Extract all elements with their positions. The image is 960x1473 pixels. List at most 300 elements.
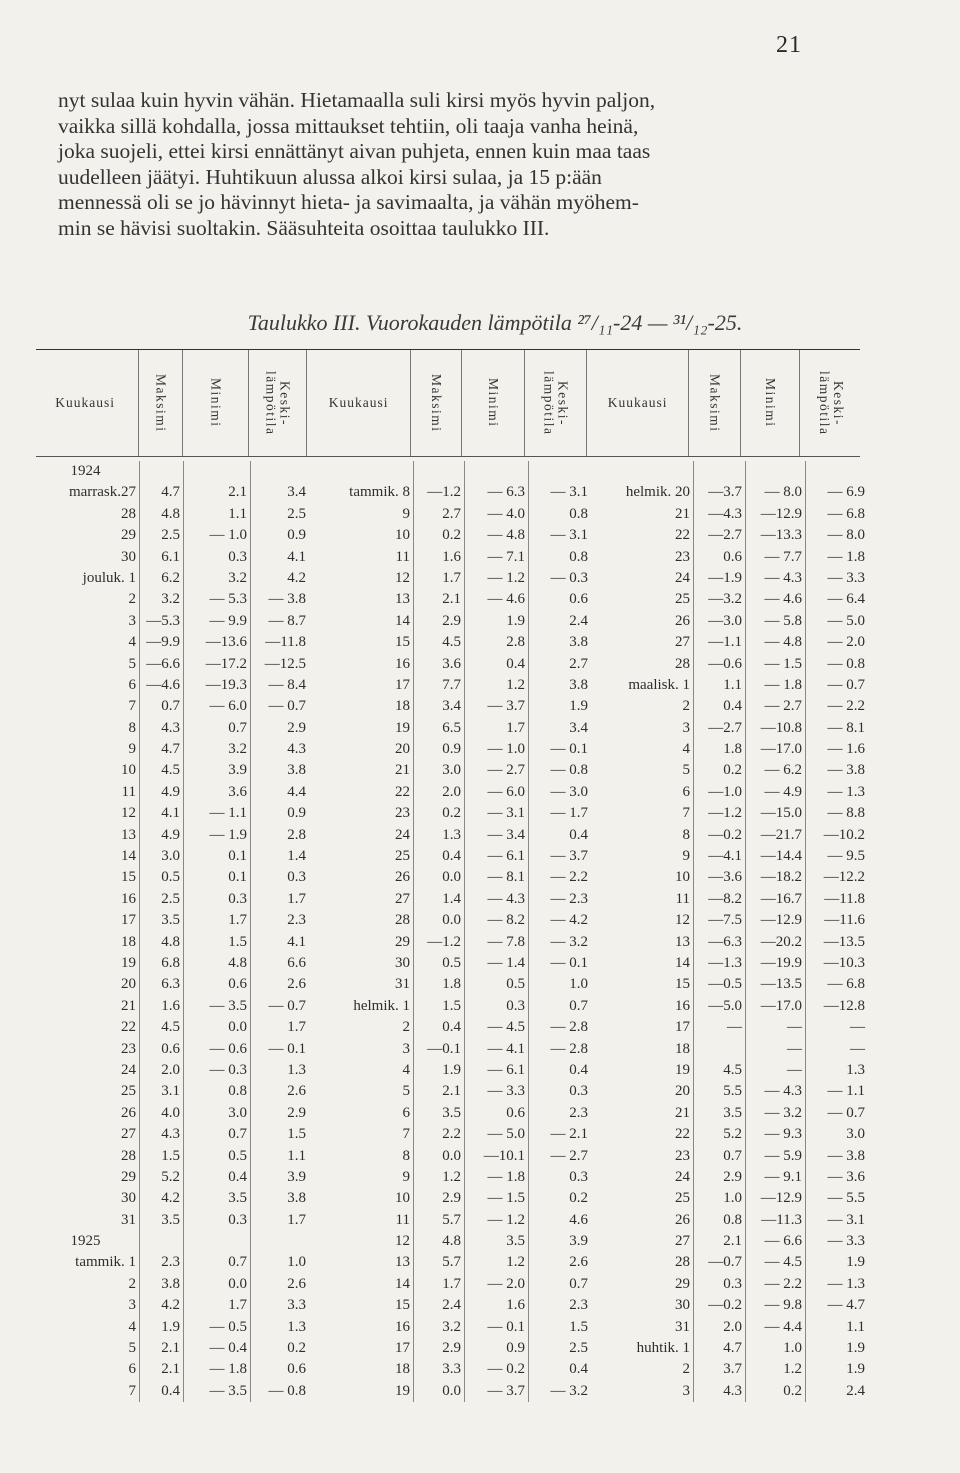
date-cell: 19 bbox=[395, 1382, 410, 1399]
min-cell: —15.0 bbox=[760, 805, 802, 822]
min-cell: — 3.7 bbox=[487, 1382, 525, 1399]
date-cell: 21 bbox=[675, 1104, 690, 1121]
min-cell: 0.3 bbox=[228, 548, 247, 565]
mean-cell: 1.7 bbox=[287, 1019, 306, 1036]
max-cell: 1.1 bbox=[723, 676, 742, 693]
max-cell bbox=[694, 1039, 745, 1060]
max-cell: —6.3 bbox=[708, 933, 742, 950]
max-cell: 2.3 bbox=[161, 1254, 180, 1271]
date-column bbox=[309, 461, 414, 1402]
max-cell: 4.5 bbox=[442, 634, 461, 651]
date-cell: 30 bbox=[675, 1297, 690, 1314]
min-cell: 3.2 bbox=[228, 741, 247, 758]
min-cell: — 0.4 bbox=[209, 1340, 247, 1357]
date-cell: 20 bbox=[675, 1083, 690, 1100]
date-cell: 17 bbox=[675, 1019, 690, 1036]
max-column bbox=[140, 461, 184, 1402]
min-cell: 0.0 bbox=[228, 1275, 247, 1292]
min-cell: — 0.1 bbox=[487, 1318, 525, 1335]
max-cell: 0.4 bbox=[723, 698, 742, 715]
header-month bbox=[587, 350, 689, 456]
min-cell: — 1.0 bbox=[487, 741, 525, 758]
date-cell: 17 bbox=[395, 1340, 410, 1357]
date-cell: 24 bbox=[675, 1168, 690, 1185]
date-cell: jouluk. 1 bbox=[82, 569, 136, 586]
min-cell: —10.8 bbox=[760, 719, 802, 736]
mean-cell: 1.0 bbox=[287, 1254, 306, 1271]
max-cell: 0.4 bbox=[442, 1019, 461, 1036]
table-group-1 bbox=[32, 461, 309, 1402]
min-cell: — 4.6 bbox=[487, 591, 525, 608]
mean-cell: 0.8 bbox=[569, 548, 588, 565]
mean-cell: — 4.2 bbox=[550, 912, 588, 929]
mean-cell: 2.5 bbox=[569, 1340, 588, 1357]
date-cell: 6 bbox=[682, 783, 690, 800]
date-cell: 5 bbox=[402, 1083, 410, 1100]
min-cell: 0.4 bbox=[506, 655, 525, 672]
min-cell: 0.3 bbox=[506, 997, 525, 1014]
mean-cell: 0.2 bbox=[569, 1190, 588, 1207]
max-cell: 6.2 bbox=[161, 569, 180, 586]
min-cell: — 6.1 bbox=[487, 848, 525, 865]
date-cell: 19 bbox=[675, 1061, 690, 1078]
max-cell: 3.4 bbox=[442, 698, 461, 715]
mean-cell: — 8.7 bbox=[268, 612, 306, 629]
mean-cell: 1.7 bbox=[287, 890, 306, 907]
max-cell: 4.7 bbox=[161, 484, 180, 501]
header-month-label: Kuukausi bbox=[607, 395, 668, 410]
min-cell: — 3.7 bbox=[487, 698, 525, 715]
max-cell: 0.7 bbox=[723, 1147, 742, 1164]
date-cell: 29 bbox=[675, 1275, 690, 1292]
min-cell: — bbox=[787, 1019, 802, 1036]
header-min-label: Minimi bbox=[763, 378, 779, 428]
date-cell: 11 bbox=[395, 548, 410, 565]
mean-cell: — 6.9 bbox=[827, 484, 865, 501]
mean-cell: 1.5 bbox=[287, 1126, 306, 1143]
min-cell: 3.9 bbox=[228, 762, 247, 779]
mean-cell: 3.4 bbox=[569, 719, 588, 736]
min-cell: — 1.0 bbox=[209, 527, 247, 544]
max-cell bbox=[140, 461, 183, 482]
min-cell: — 5.3 bbox=[209, 591, 247, 608]
min-cell: 2.1 bbox=[228, 484, 247, 501]
min-cell: — 0.6 bbox=[209, 1040, 247, 1057]
min-cell: 1.2 bbox=[506, 676, 525, 693]
date-cell: 13 bbox=[395, 591, 410, 608]
max-cell: 1.3 bbox=[442, 826, 461, 843]
mean-cell: 0.4 bbox=[569, 1061, 588, 1078]
date-cell: 30 bbox=[395, 954, 410, 971]
date-cell: 4 bbox=[128, 1318, 136, 1335]
min-cell: 0.2 bbox=[783, 1382, 802, 1399]
mean-cell: — bbox=[850, 1040, 865, 1057]
max-cell: 1.8 bbox=[442, 976, 461, 993]
date-cell: 3 bbox=[682, 719, 690, 736]
mean-cell: — 5.0 bbox=[827, 612, 865, 629]
mean-cell: — 0.3 bbox=[550, 569, 588, 586]
header-max bbox=[689, 350, 741, 456]
min-cell: — 2.0 bbox=[487, 1275, 525, 1292]
min-cell: 1.7 bbox=[506, 719, 525, 736]
max-cell bbox=[414, 461, 464, 482]
date-cell: 2 bbox=[402, 1019, 410, 1036]
mean-cell: 0.7 bbox=[569, 997, 588, 1014]
min-cell: 1.0 bbox=[783, 1340, 802, 1357]
max-cell: 1.5 bbox=[442, 997, 461, 1014]
mean-cell: — 2.2 bbox=[550, 869, 588, 886]
min-cell: — 6.1 bbox=[487, 1061, 525, 1078]
date-cell: 1925 bbox=[70, 1233, 101, 1250]
max-cell: 2.1 bbox=[442, 591, 461, 608]
mean-cell bbox=[529, 461, 591, 482]
max-cell: 2.0 bbox=[161, 1061, 180, 1078]
mean-cell: — 3.0 bbox=[550, 783, 588, 800]
min-cell: — 3.1 bbox=[487, 805, 525, 822]
min-cell: —20.2 bbox=[760, 933, 802, 950]
min-cell: — 1.9 bbox=[209, 826, 247, 843]
date-cell: 9 bbox=[128, 741, 136, 758]
date-cell: 9 bbox=[682, 848, 690, 865]
min-cell: — 2.7 bbox=[487, 762, 525, 779]
min-cell: —12.9 bbox=[760, 505, 802, 522]
date-cell bbox=[309, 461, 413, 482]
max-cell: —0.2 bbox=[708, 826, 742, 843]
max-cell: 5.5 bbox=[723, 1083, 742, 1100]
mean-cell: — 3.1 bbox=[550, 527, 588, 544]
mean-cell: 3.8 bbox=[569, 634, 588, 651]
max-cell: 5.7 bbox=[442, 1254, 461, 1271]
mean-cell: — 2.2 bbox=[827, 698, 865, 715]
min-cell: —13.3 bbox=[760, 527, 802, 544]
min-cell: —18.2 bbox=[760, 869, 802, 886]
min-cell: — 4.0 bbox=[487, 505, 525, 522]
mean-column bbox=[529, 461, 591, 1402]
mean-cell: 6.6 bbox=[287, 954, 306, 971]
date-cell: 10 bbox=[395, 527, 410, 544]
max-cell: —3.6 bbox=[708, 869, 742, 886]
mean-cell: — 2.7 bbox=[550, 1147, 588, 1164]
mean-cell: 4.1 bbox=[287, 933, 306, 950]
max-cell: 2.9 bbox=[442, 1190, 461, 1207]
max-cell bbox=[140, 1231, 183, 1252]
max-cell: —1.1 bbox=[708, 634, 742, 651]
header-mean bbox=[249, 350, 307, 456]
mean-cell: 0.6 bbox=[287, 1361, 306, 1378]
min-cell: 0.3 bbox=[228, 1211, 247, 1228]
max-cell: 1.6 bbox=[442, 548, 461, 565]
date-cell: 23 bbox=[121, 1040, 136, 1057]
header-max-label: Maksimi bbox=[429, 373, 445, 433]
date-cell: 5 bbox=[128, 1340, 136, 1357]
min-cell: 3.5 bbox=[228, 1190, 247, 1207]
max-cell: 2.5 bbox=[161, 527, 180, 544]
max-cell: 0.2 bbox=[442, 805, 461, 822]
paragraph-line: vaikka sillä kohdalla, jossa mittaukset tehtiin, oli taaja vanha heinä, bbox=[58, 113, 639, 138]
min-cell: 0.9 bbox=[506, 1340, 525, 1357]
mean-cell: 1.3 bbox=[287, 1318, 306, 1335]
date-cell: 3 bbox=[402, 1040, 410, 1057]
date-cell: 26 bbox=[675, 612, 690, 629]
mean-cell: — 0.8 bbox=[268, 1382, 306, 1399]
max-cell: 4.5 bbox=[161, 1019, 180, 1036]
date-cell: 22 bbox=[395, 783, 410, 800]
min-cell: — 8.0 bbox=[764, 484, 802, 501]
mean-cell: — 8.4 bbox=[268, 676, 306, 693]
date-cell: 27 bbox=[121, 1126, 136, 1143]
mean-cell: 1.1 bbox=[287, 1147, 306, 1164]
mean-cell: 4.1 bbox=[287, 548, 306, 565]
min-cell: — 5.9 bbox=[764, 1147, 802, 1164]
min-cell: 0.6 bbox=[506, 1104, 525, 1121]
mean-cell: 2.7 bbox=[569, 655, 588, 672]
date-cell: 16 bbox=[395, 655, 410, 672]
max-cell: 2.9 bbox=[723, 1168, 742, 1185]
date-cell: 21 bbox=[675, 505, 690, 522]
date-cell: 15 bbox=[675, 976, 690, 993]
min-cell: —17.2 bbox=[205, 655, 247, 672]
date-cell: 20 bbox=[395, 741, 410, 758]
min-cell: 3.2 bbox=[228, 569, 247, 586]
max-cell: 6.3 bbox=[161, 976, 180, 993]
max-cell: 2.0 bbox=[723, 1318, 742, 1335]
date-cell: 26 bbox=[395, 869, 410, 886]
date-cell: 28 bbox=[675, 1254, 690, 1271]
date-cell: 28 bbox=[395, 912, 410, 929]
min-cell: 0.5 bbox=[228, 1147, 247, 1164]
max-cell: 4.9 bbox=[161, 783, 180, 800]
min-cell: —21.7 bbox=[760, 826, 802, 843]
table-body bbox=[32, 461, 865, 1402]
max-cell: —2.7 bbox=[708, 719, 742, 736]
mean-cell: 0.9 bbox=[287, 805, 306, 822]
min-cell: — 1.5 bbox=[764, 655, 802, 672]
table-group-2 bbox=[309, 461, 591, 1402]
date-cell: 23 bbox=[675, 1147, 690, 1164]
page-number: 21 bbox=[776, 32, 802, 58]
mean-cell: 3.9 bbox=[569, 1233, 588, 1250]
date-cell: 2 bbox=[128, 591, 136, 608]
mean-cell: — 1.3 bbox=[827, 783, 865, 800]
max-cell: 0.8 bbox=[723, 1211, 742, 1228]
date-cell: 6 bbox=[128, 676, 136, 693]
max-cell: 1.7 bbox=[442, 569, 461, 586]
min-cell: — 4.3 bbox=[487, 890, 525, 907]
min-cell: — 6.6 bbox=[764, 1233, 802, 1250]
max-cell: 3.7 bbox=[723, 1361, 742, 1378]
date-cell: 7 bbox=[402, 1126, 410, 1143]
mean-cell: — 6.8 bbox=[827, 976, 865, 993]
mean-cell: — 3.8 bbox=[827, 762, 865, 779]
max-cell: 5.2 bbox=[723, 1126, 742, 1143]
min-cell: 0.6 bbox=[228, 976, 247, 993]
mean-cell: 2.9 bbox=[287, 1104, 306, 1121]
date-cell: 14 bbox=[395, 612, 410, 629]
max-cell: —1.2 bbox=[427, 484, 461, 501]
max-cell: —1.0 bbox=[708, 783, 742, 800]
mean-cell: 0.6 bbox=[569, 591, 588, 608]
min-cell: —17.0 bbox=[760, 997, 802, 1014]
min-cell: — 5.8 bbox=[764, 612, 802, 629]
date-cell: 12 bbox=[121, 805, 136, 822]
date-cell: 30 bbox=[121, 548, 136, 565]
min-cell: — 4.5 bbox=[764, 1254, 802, 1271]
date-cell: 25 bbox=[395, 848, 410, 865]
date-column bbox=[32, 461, 140, 1402]
max-cell: —1.3 bbox=[708, 954, 742, 971]
mean-cell: — 3.3 bbox=[827, 1233, 865, 1250]
min-cell bbox=[746, 461, 805, 482]
date-cell: 26 bbox=[675, 1211, 690, 1228]
max-cell: —0.2 bbox=[708, 1297, 742, 1314]
min-cell: — 4.5 bbox=[487, 1019, 525, 1036]
date-cell: 6 bbox=[128, 1361, 136, 1378]
date-column bbox=[591, 461, 694, 1402]
max-cell: —1.2 bbox=[427, 933, 461, 950]
min-cell: — 6.3 bbox=[487, 484, 525, 501]
min-cell: 2.8 bbox=[506, 634, 525, 651]
min-cell: — 8.2 bbox=[487, 912, 525, 929]
date-cell: helmik. 20 bbox=[625, 484, 690, 501]
date-cell: 15 bbox=[395, 634, 410, 651]
mean-cell: — 1.6 bbox=[827, 741, 865, 758]
min-cell: — 3.5 bbox=[209, 1382, 247, 1399]
max-cell: 4.5 bbox=[161, 762, 180, 779]
max-cell: —0.7 bbox=[708, 1254, 742, 1271]
min-cell: 3.5 bbox=[506, 1233, 525, 1250]
max-cell: 1.9 bbox=[442, 1061, 461, 1078]
date-cell: 14 bbox=[121, 848, 136, 865]
date-cell: 3 bbox=[128, 612, 136, 629]
mean-cell: 1.9 bbox=[846, 1254, 865, 1271]
max-cell: 0.6 bbox=[723, 548, 742, 565]
mean-cell: 2.6 bbox=[569, 1254, 588, 1271]
min-cell: —11.3 bbox=[761, 1211, 802, 1228]
min-cell: 1.6 bbox=[506, 1297, 525, 1314]
min-cell: 1.2 bbox=[506, 1254, 525, 1271]
mean-cell: —12.5 bbox=[264, 655, 306, 672]
max-cell: 4.5 bbox=[723, 1061, 742, 1078]
date-cell: 18 bbox=[675, 1040, 690, 1057]
min-cell: — 4.6 bbox=[764, 591, 802, 608]
max-cell: 4.8 bbox=[161, 505, 180, 522]
min-cell: — 4.4 bbox=[764, 1318, 802, 1335]
mean-cell: — 2.1 bbox=[550, 1126, 588, 1143]
min-cell: — bbox=[787, 1061, 802, 1078]
mean-cell: 2.4 bbox=[569, 612, 588, 629]
max-cell: —1.9 bbox=[708, 569, 742, 586]
mean-cell bbox=[806, 461, 868, 482]
date-cell bbox=[591, 461, 693, 482]
min-cell: 1.7 bbox=[228, 1297, 247, 1314]
max-cell bbox=[694, 461, 745, 482]
min-cell: — 3.2 bbox=[764, 1104, 802, 1121]
min-cell: 1.2 bbox=[783, 1361, 802, 1378]
min-cell: — 0.2 bbox=[487, 1361, 525, 1378]
min-cell: 1.9 bbox=[506, 612, 525, 629]
min-cell: 0.3 bbox=[228, 890, 247, 907]
date-cell: 11 bbox=[395, 1211, 410, 1228]
paragraph-line: uudelleen jäätyi. Huhtikuun alussa alkoi kirsi sulaa, ja 15 p:ään bbox=[58, 164, 602, 189]
date-cell: 12 bbox=[395, 1233, 410, 1250]
mean-cell: 2.3 bbox=[287, 912, 306, 929]
date-cell: 21 bbox=[395, 762, 410, 779]
max-cell: 3.2 bbox=[442, 1318, 461, 1335]
mean-cell: — 5.5 bbox=[827, 1190, 865, 1207]
date-cell: 22 bbox=[675, 1126, 690, 1143]
date-cell: helmik. 1 bbox=[353, 997, 410, 1014]
mean-cell: 1.9 bbox=[846, 1361, 865, 1378]
min-cell: — 3.5 bbox=[209, 997, 247, 1014]
date-cell: maalisk. 1 bbox=[628, 676, 690, 693]
max-cell: 4.8 bbox=[442, 1233, 461, 1250]
min-cell bbox=[184, 1231, 250, 1252]
mean-cell: — 0.7 bbox=[268, 698, 306, 715]
min-cell: — bbox=[787, 1040, 802, 1057]
max-cell: 3.3 bbox=[442, 1361, 461, 1378]
date-cell: 27 bbox=[675, 1233, 690, 1250]
max-cell: —4.6 bbox=[146, 676, 180, 693]
date-cell: 24 bbox=[395, 826, 410, 843]
max-cell: 4.8 bbox=[161, 933, 180, 950]
header-min-label: Minimi bbox=[208, 378, 224, 428]
max-cell: 1.5 bbox=[161, 1147, 180, 1164]
mean-cell: — 0.1 bbox=[550, 954, 588, 971]
min-cell: —14.4 bbox=[760, 848, 802, 865]
max-cell: 0.6 bbox=[161, 1040, 180, 1057]
date-cell: 24 bbox=[675, 569, 690, 586]
max-cell: 2.1 bbox=[442, 1083, 461, 1100]
min-cell: —19.3 bbox=[205, 676, 247, 693]
date-cell: 9 bbox=[402, 1168, 410, 1185]
min-cell: —10.1 bbox=[483, 1147, 525, 1164]
min-cell: —12.9 bbox=[760, 912, 802, 929]
max-cell: 4.1 bbox=[161, 805, 180, 822]
max-cell: 3.5 bbox=[161, 1211, 180, 1228]
date-cell: 16 bbox=[121, 890, 136, 907]
mean-cell: — 3.2 bbox=[550, 1382, 588, 1399]
mean-cell: — 6.4 bbox=[827, 591, 865, 608]
max-cell: 4.2 bbox=[161, 1190, 180, 1207]
mean-cell: —11.6 bbox=[824, 912, 865, 929]
mean-cell: 0.2 bbox=[287, 1340, 306, 1357]
mean-cell: 2.4 bbox=[846, 1382, 865, 1399]
max-cell: 1.2 bbox=[442, 1168, 461, 1185]
date-cell: 16 bbox=[675, 997, 690, 1014]
date-cell: 11 bbox=[675, 890, 690, 907]
mean-cell: —10.3 bbox=[823, 954, 865, 971]
max-cell: 0.0 bbox=[442, 912, 461, 929]
paragraph-line: joka suojeli, ettei kirsi ennättänyt aivan puhjeta, ennen kuin maa taas bbox=[58, 139, 651, 163]
date-cell: tammik. 1 bbox=[75, 1254, 136, 1271]
max-cell: —6.6 bbox=[146, 655, 180, 672]
min-cell: — 4.9 bbox=[764, 783, 802, 800]
min-cell: — 4.8 bbox=[487, 527, 525, 544]
min-cell: — 4.8 bbox=[764, 634, 802, 651]
mean-column bbox=[806, 461, 868, 1402]
min-cell: — 2.7 bbox=[764, 698, 802, 715]
mean-cell: 2.6 bbox=[287, 1083, 306, 1100]
date-cell: 28 bbox=[675, 655, 690, 672]
max-cell: 0.0 bbox=[442, 1382, 461, 1399]
min-cell: — 6.0 bbox=[487, 783, 525, 800]
max-cell: 2.0 bbox=[442, 783, 461, 800]
date-cell: 29 bbox=[395, 933, 410, 950]
date-cell: 18 bbox=[121, 933, 136, 950]
mean-cell: 4.2 bbox=[287, 569, 306, 586]
header-month bbox=[307, 350, 411, 456]
date-cell: 12 bbox=[675, 912, 690, 929]
